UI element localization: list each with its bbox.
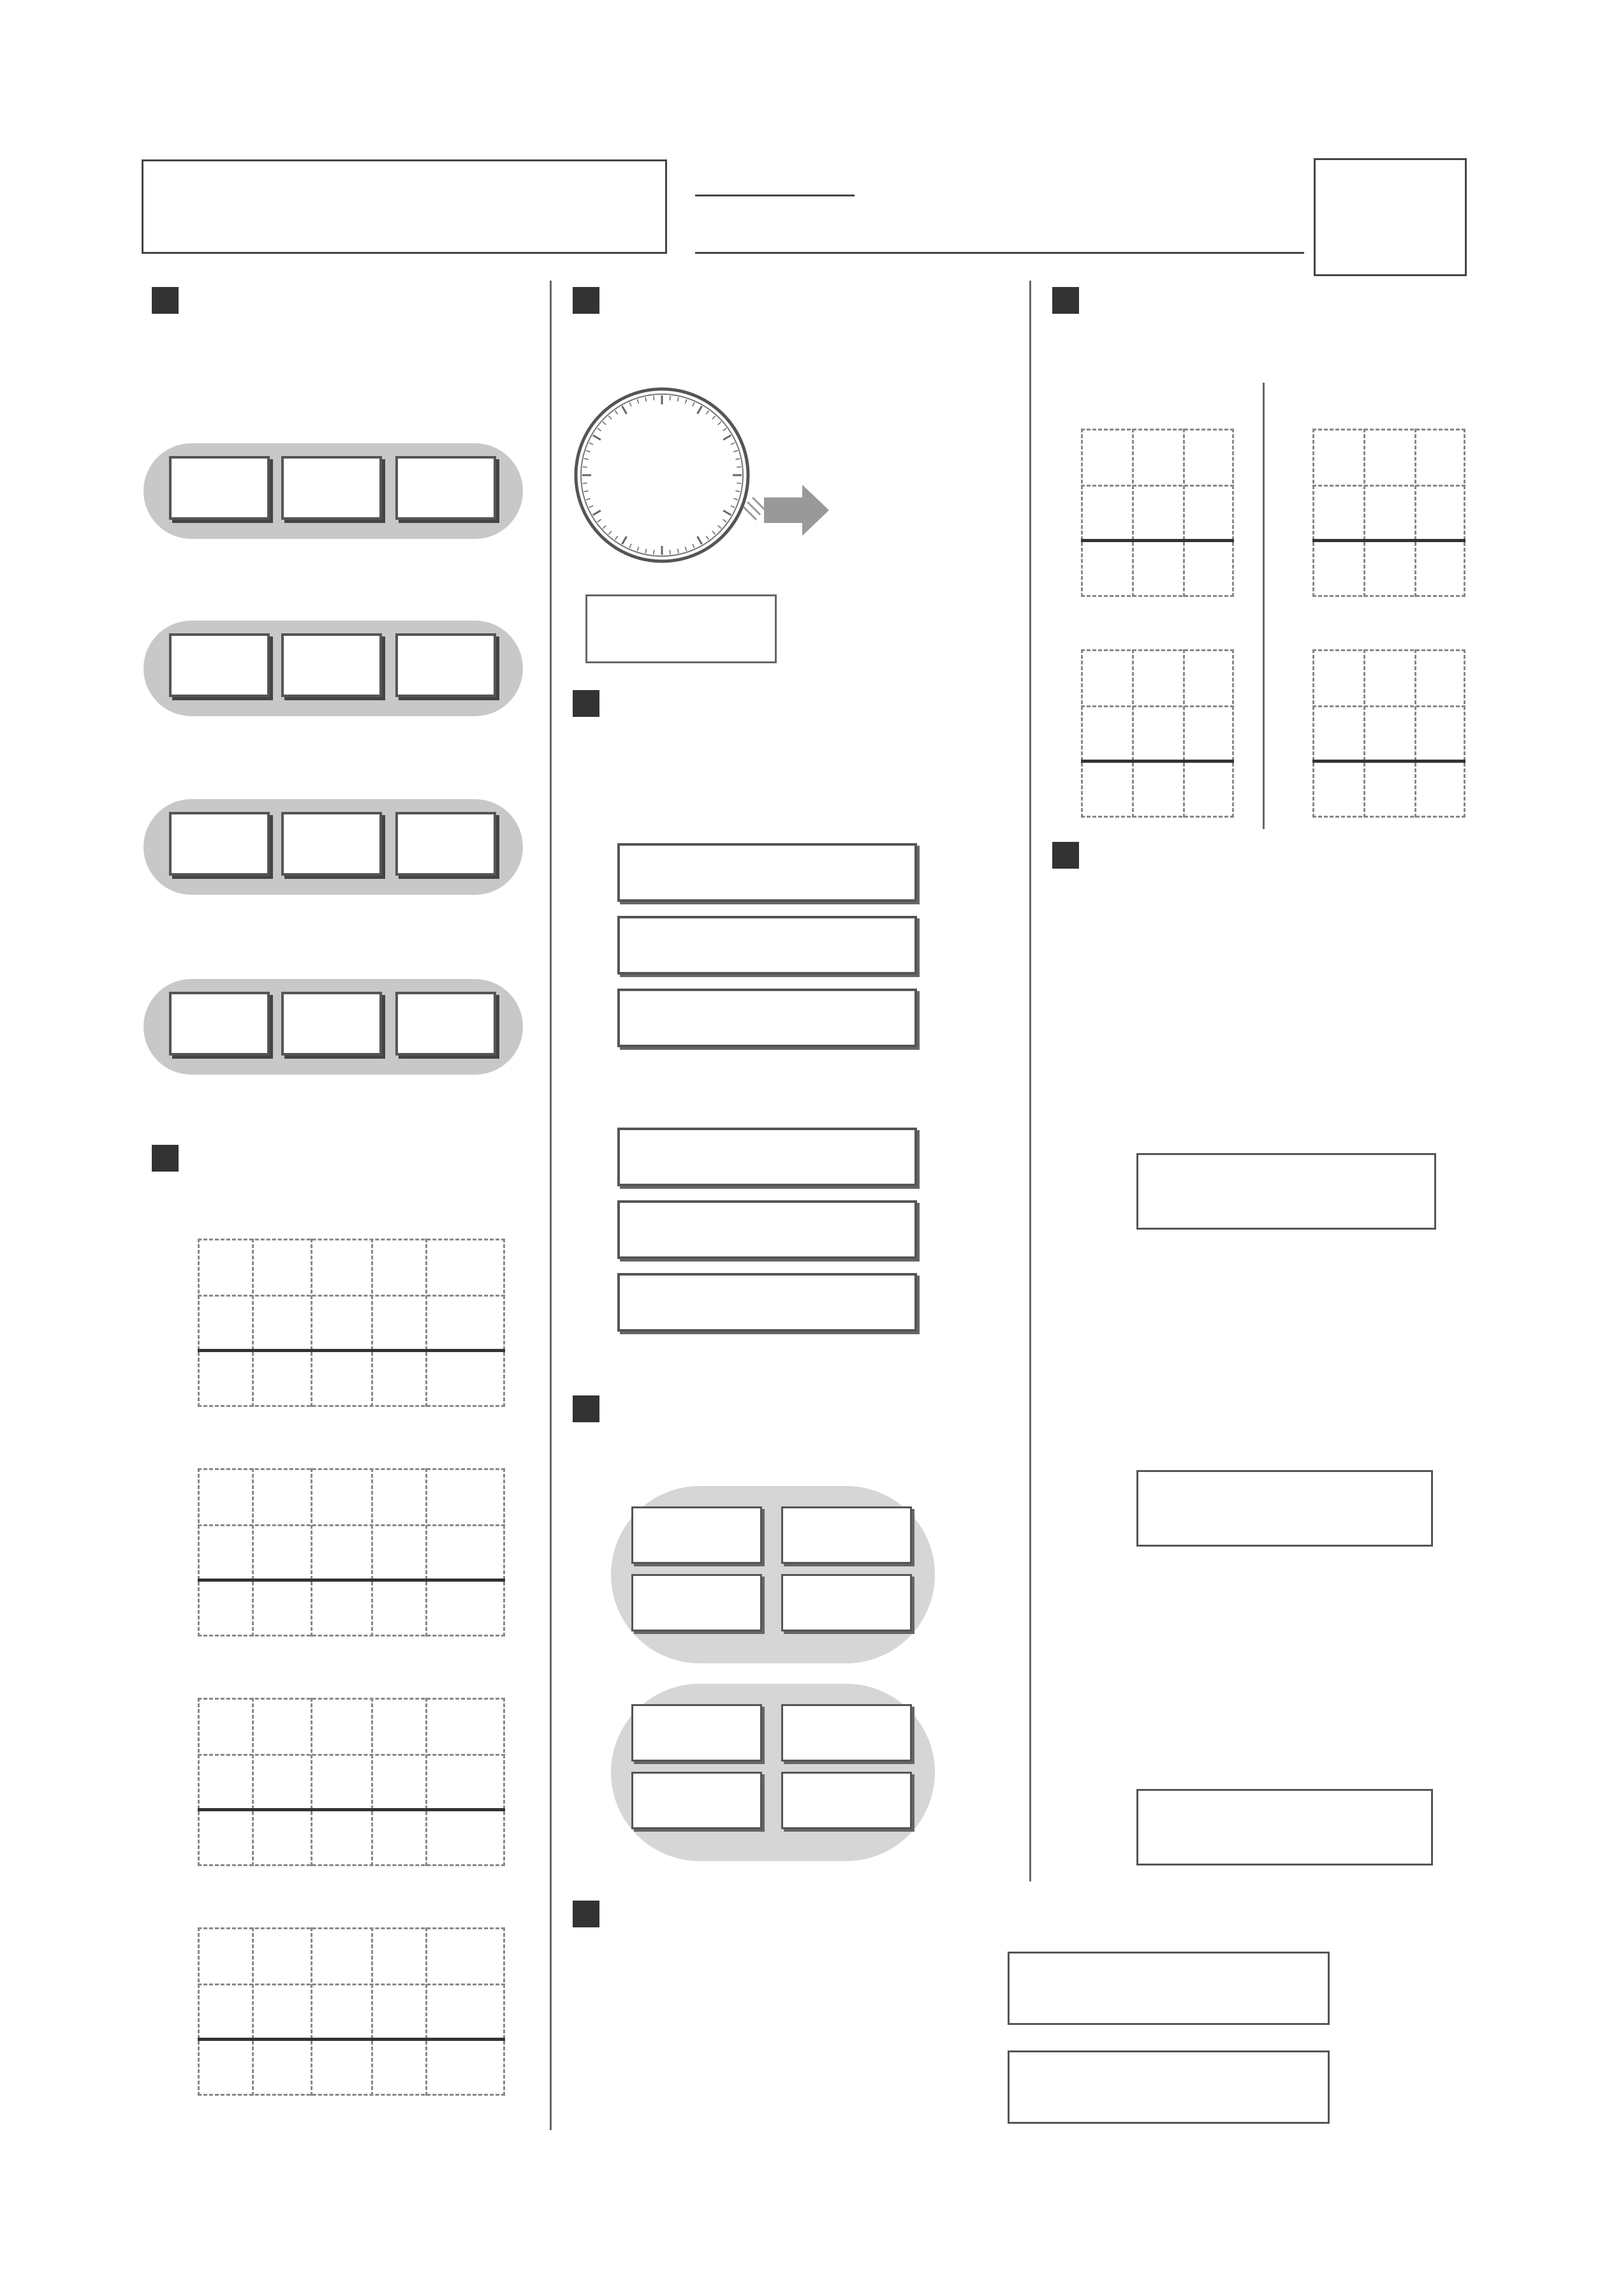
clock-start-icon — [576, 389, 748, 561]
grid-cell — [425, 1754, 505, 1810]
q10-option[interactable] — [617, 989, 917, 1047]
grid-cell — [1363, 705, 1414, 762]
answer-cell[interactable] — [1363, 762, 1414, 818]
grid-cell — [252, 1295, 311, 1351]
grid-cell — [252, 1927, 311, 1983]
grid-cell — [311, 1580, 371, 1637]
grid-cell — [252, 1698, 311, 1754]
grid-cell — [311, 1983, 371, 2040]
grid-cell — [1414, 429, 1465, 485]
q2-choice[interactable] — [169, 633, 270, 697]
answer-cell[interactable] — [1183, 762, 1234, 818]
answer-cell[interactable] — [252, 1351, 311, 1407]
grid-cell — [198, 1239, 252, 1295]
q21-answer-box[interactable] — [1136, 1470, 1433, 1547]
section-heading-1 — [152, 274, 193, 325]
answer-cell[interactable] — [371, 1580, 425, 1637]
q13-number-choice[interactable] — [631, 1772, 762, 1829]
q1-choice[interactable] — [395, 456, 496, 520]
square-bullet-icon — [573, 690, 599, 717]
answer-cell[interactable] — [371, 2040, 425, 2096]
grid-cell — [371, 1524, 425, 1580]
grid-cell — [311, 1754, 371, 1810]
grid-cell — [198, 1983, 252, 2040]
q4-choice[interactable] — [395, 992, 496, 1056]
q12-number-choice[interactable] — [631, 1506, 762, 1564]
q13-number-choice[interactable] — [781, 1772, 912, 1829]
grid-cell — [425, 1927, 505, 1983]
grid-cell — [252, 1983, 311, 2040]
grid-cell — [371, 1698, 425, 1754]
q22-answer-box[interactable] — [1136, 1789, 1433, 1866]
q12-number-choice[interactable] — [631, 1574, 762, 1631]
q2-choice[interactable] — [281, 633, 382, 697]
section-heading-8 — [1052, 829, 1093, 880]
section-heading-7 — [1052, 274, 1093, 325]
q4-choice[interactable] — [281, 992, 382, 1056]
grid-cell — [1081, 705, 1132, 762]
grid-cell — [1132, 705, 1183, 762]
grid-cell — [1312, 705, 1363, 762]
clock-face — [576, 389, 748, 561]
divider-left — [550, 281, 552, 2130]
q10-option[interactable] — [617, 843, 917, 902]
grid-cell — [311, 1239, 371, 1295]
answer-cell[interactable] — [198, 1351, 252, 1407]
answer-cell[interactable] — [198, 2040, 252, 2096]
grid-cell — [311, 1468, 371, 1524]
arrow-right-icon — [744, 485, 829, 536]
grid-cell — [1183, 649, 1234, 705]
grid-cell — [198, 1524, 252, 1580]
q3-choice[interactable] — [281, 812, 382, 876]
grid-cell — [371, 1468, 425, 1524]
section-heading-5 — [573, 1383, 613, 1434]
grid-cell — [1132, 649, 1183, 705]
grid-cell — [1312, 649, 1363, 705]
square-bullet-icon — [573, 1901, 599, 1927]
grid-cell — [425, 1295, 505, 1351]
grid-cell — [252, 1239, 311, 1295]
grid-cell — [311, 1698, 371, 1754]
q13-number-choice[interactable] — [781, 1704, 912, 1762]
grid-cell — [252, 1524, 311, 1580]
answer-cell[interactable] — [1183, 541, 1234, 597]
answer-cell[interactable] — [252, 2040, 311, 2096]
square-bullet-icon — [573, 1395, 599, 1422]
q14-answer-box[interactable] — [1008, 1952, 1330, 2025]
answer-cell[interactable] — [252, 1580, 311, 1637]
q2-choice[interactable] — [395, 633, 496, 697]
answer-cell[interactable] — [1081, 762, 1132, 818]
answer-cell[interactable] — [1312, 541, 1363, 597]
q11-option[interactable] — [617, 1200, 917, 1259]
answer-cell[interactable] — [1363, 541, 1414, 597]
grid-cell — [311, 1927, 371, 1983]
grid-cell — [198, 1468, 252, 1524]
grid-cell — [371, 1295, 425, 1351]
grid-cell — [371, 1927, 425, 1983]
q22-beakers — [1052, 1628, 1358, 1774]
grid-cell — [1183, 705, 1234, 762]
grid-cell — [1132, 485, 1183, 541]
answer-cell[interactable] — [1414, 541, 1465, 597]
score-box[interactable] — [1314, 158, 1467, 276]
grid-cell — [1183, 485, 1234, 541]
q9-answer-box[interactable] — [585, 594, 777, 663]
title-box — [142, 159, 667, 254]
grid-cell — [1312, 429, 1363, 485]
answer-cell[interactable] — [198, 1580, 252, 1637]
square-bullet-icon — [1052, 842, 1079, 869]
square-bullet-icon — [1052, 287, 1079, 314]
grid-cell — [1363, 429, 1414, 485]
divider-right-inner — [1263, 383, 1265, 829]
square-bullet-icon — [573, 287, 599, 314]
q12-number-choice[interactable] — [781, 1506, 912, 1564]
q11-option[interactable] — [617, 1273, 917, 1332]
grid-cell — [311, 1810, 371, 1866]
grid-cell — [1363, 649, 1414, 705]
q3-choice[interactable] — [395, 812, 496, 876]
grid-cell — [1183, 429, 1234, 485]
section-heading-4 — [573, 677, 613, 728]
answer-cell[interactable] — [1312, 762, 1363, 818]
q21-beakers — [1052, 1311, 1448, 1457]
name-line[interactable] — [695, 252, 1304, 254]
answer-cell[interactable] — [1081, 541, 1132, 597]
grid-cell — [425, 1239, 505, 1295]
grid-cell — [198, 1295, 252, 1351]
q20-beakers — [1052, 992, 1282, 1145]
grid-cell — [1414, 649, 1465, 705]
grid-cell — [425, 1524, 505, 1580]
q10-option[interactable] — [617, 916, 917, 975]
q3-choice[interactable] — [169, 812, 270, 876]
answer-cell[interactable] — [252, 1810, 311, 1866]
section-heading-6 — [573, 1888, 613, 1939]
q11-option[interactable] — [617, 1128, 917, 1186]
grid-cell — [1081, 429, 1132, 485]
square-bullet-icon — [152, 287, 179, 314]
grid-cell — [198, 1698, 252, 1754]
grid-cell — [198, 1927, 252, 1983]
answer-cell[interactable] — [198, 1810, 252, 1866]
grid-cell — [311, 1351, 371, 1407]
grid-cell — [311, 2040, 371, 2096]
square-bullet-icon — [152, 1145, 179, 1172]
divider-right — [1029, 281, 1031, 1881]
q4-choice[interactable] — [169, 992, 270, 1056]
grid-cell — [371, 1754, 425, 1810]
grid-cell — [1414, 705, 1465, 762]
grid-cell — [425, 1698, 505, 1754]
grid-cell — [252, 1754, 311, 1810]
grid-cell — [425, 1810, 505, 1866]
grid-cell — [425, 1351, 505, 1407]
grid-cell — [1363, 485, 1414, 541]
grid-cell — [371, 1983, 425, 2040]
grid-cell — [425, 1468, 505, 1524]
grid-cell — [198, 1754, 252, 1810]
section-heading-2 — [152, 1132, 193, 1183]
grid-cell — [1081, 649, 1132, 705]
grid-cell — [425, 2040, 505, 2096]
grid-cell — [311, 1524, 371, 1580]
q1-choice[interactable] — [169, 456, 270, 520]
answer-cell[interactable] — [1132, 762, 1183, 818]
q12-number-choice[interactable] — [781, 1574, 912, 1631]
answer-cell[interactable] — [371, 1351, 425, 1407]
grid-cell — [1414, 485, 1465, 541]
q15-answer-box[interactable] — [1008, 2050, 1330, 2124]
section-heading-3 — [573, 274, 613, 325]
grid-cell — [1081, 485, 1132, 541]
answer-cell[interactable] — [1414, 762, 1465, 818]
answer-cell[interactable] — [371, 1810, 425, 1866]
grid-cell — [1132, 429, 1183, 485]
grid-cell — [252, 1468, 311, 1524]
grid-cell — [311, 1295, 371, 1351]
q1-choice[interactable] — [281, 456, 382, 520]
q13-number-choice[interactable] — [631, 1704, 762, 1762]
grid-cell — [425, 1983, 505, 2040]
answer-cell[interactable] — [1132, 541, 1183, 597]
grid-cell — [371, 1239, 425, 1295]
grid-cell — [425, 1580, 505, 1637]
name-line-top — [695, 195, 855, 196]
q20-answer-box[interactable] — [1136, 1153, 1436, 1230]
grid-cell — [1312, 485, 1363, 541]
